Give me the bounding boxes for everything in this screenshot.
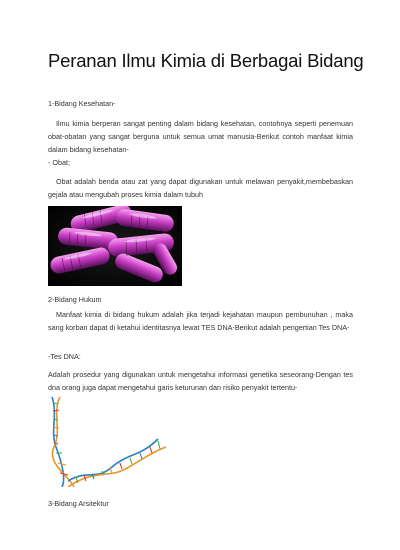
- page-title: Peranan Ilmu Kimia di Berbagai Bidang: [48, 50, 364, 71]
- paragraph-tes-dna: Adalah prosedur yang digunakan untuk mengetahui informasi genetika seseorang-Dengan tes dna orang juga dapat mengetahui garis keturunan dan risiko penyakit tertentu-: [48, 370, 353, 392]
- capsule-pills-image: [48, 206, 182, 286]
- paragraph-obat: Obat adalah benda atau zat yang dapat digunakan untuk melawan penyakit,membebaskan gejala atau mengubah proses kimia dalam tubuh: [48, 177, 353, 199]
- subheading-tes-dna: -Tes DNA:: [48, 352, 81, 361]
- paragraph-hukum: Manfaat kimia di bidang hukum adalah jika terjadi kejahatan maupun pembunuhan , maka sang korban dapat di ketahui identitasnya lewat TES DNA-Berikut adalah pengertian Tes DNA-: [48, 310, 353, 332]
- section-heading-hukum: 2-Bidang Hukum: [48, 295, 102, 304]
- subheading-obat: - Obat;: [48, 158, 70, 167]
- section-heading-kesehatan: 1-Bidang Kesehatan-: [48, 99, 116, 108]
- paragraph-kesehatan: Ilmu kimia berperan sangat penting dalam bidang kesehatan, contohnya seperti penemuan obat-obatan yang sangat berguna untuk semua umat manusia-Berikut contoh manfaat kimia dalam bidang kesehatan-: [48, 119, 353, 154]
- dna-helix-image: [48, 395, 168, 487]
- section-heading-arsitektur: 3-Bidang Arsitektur: [48, 499, 109, 508]
